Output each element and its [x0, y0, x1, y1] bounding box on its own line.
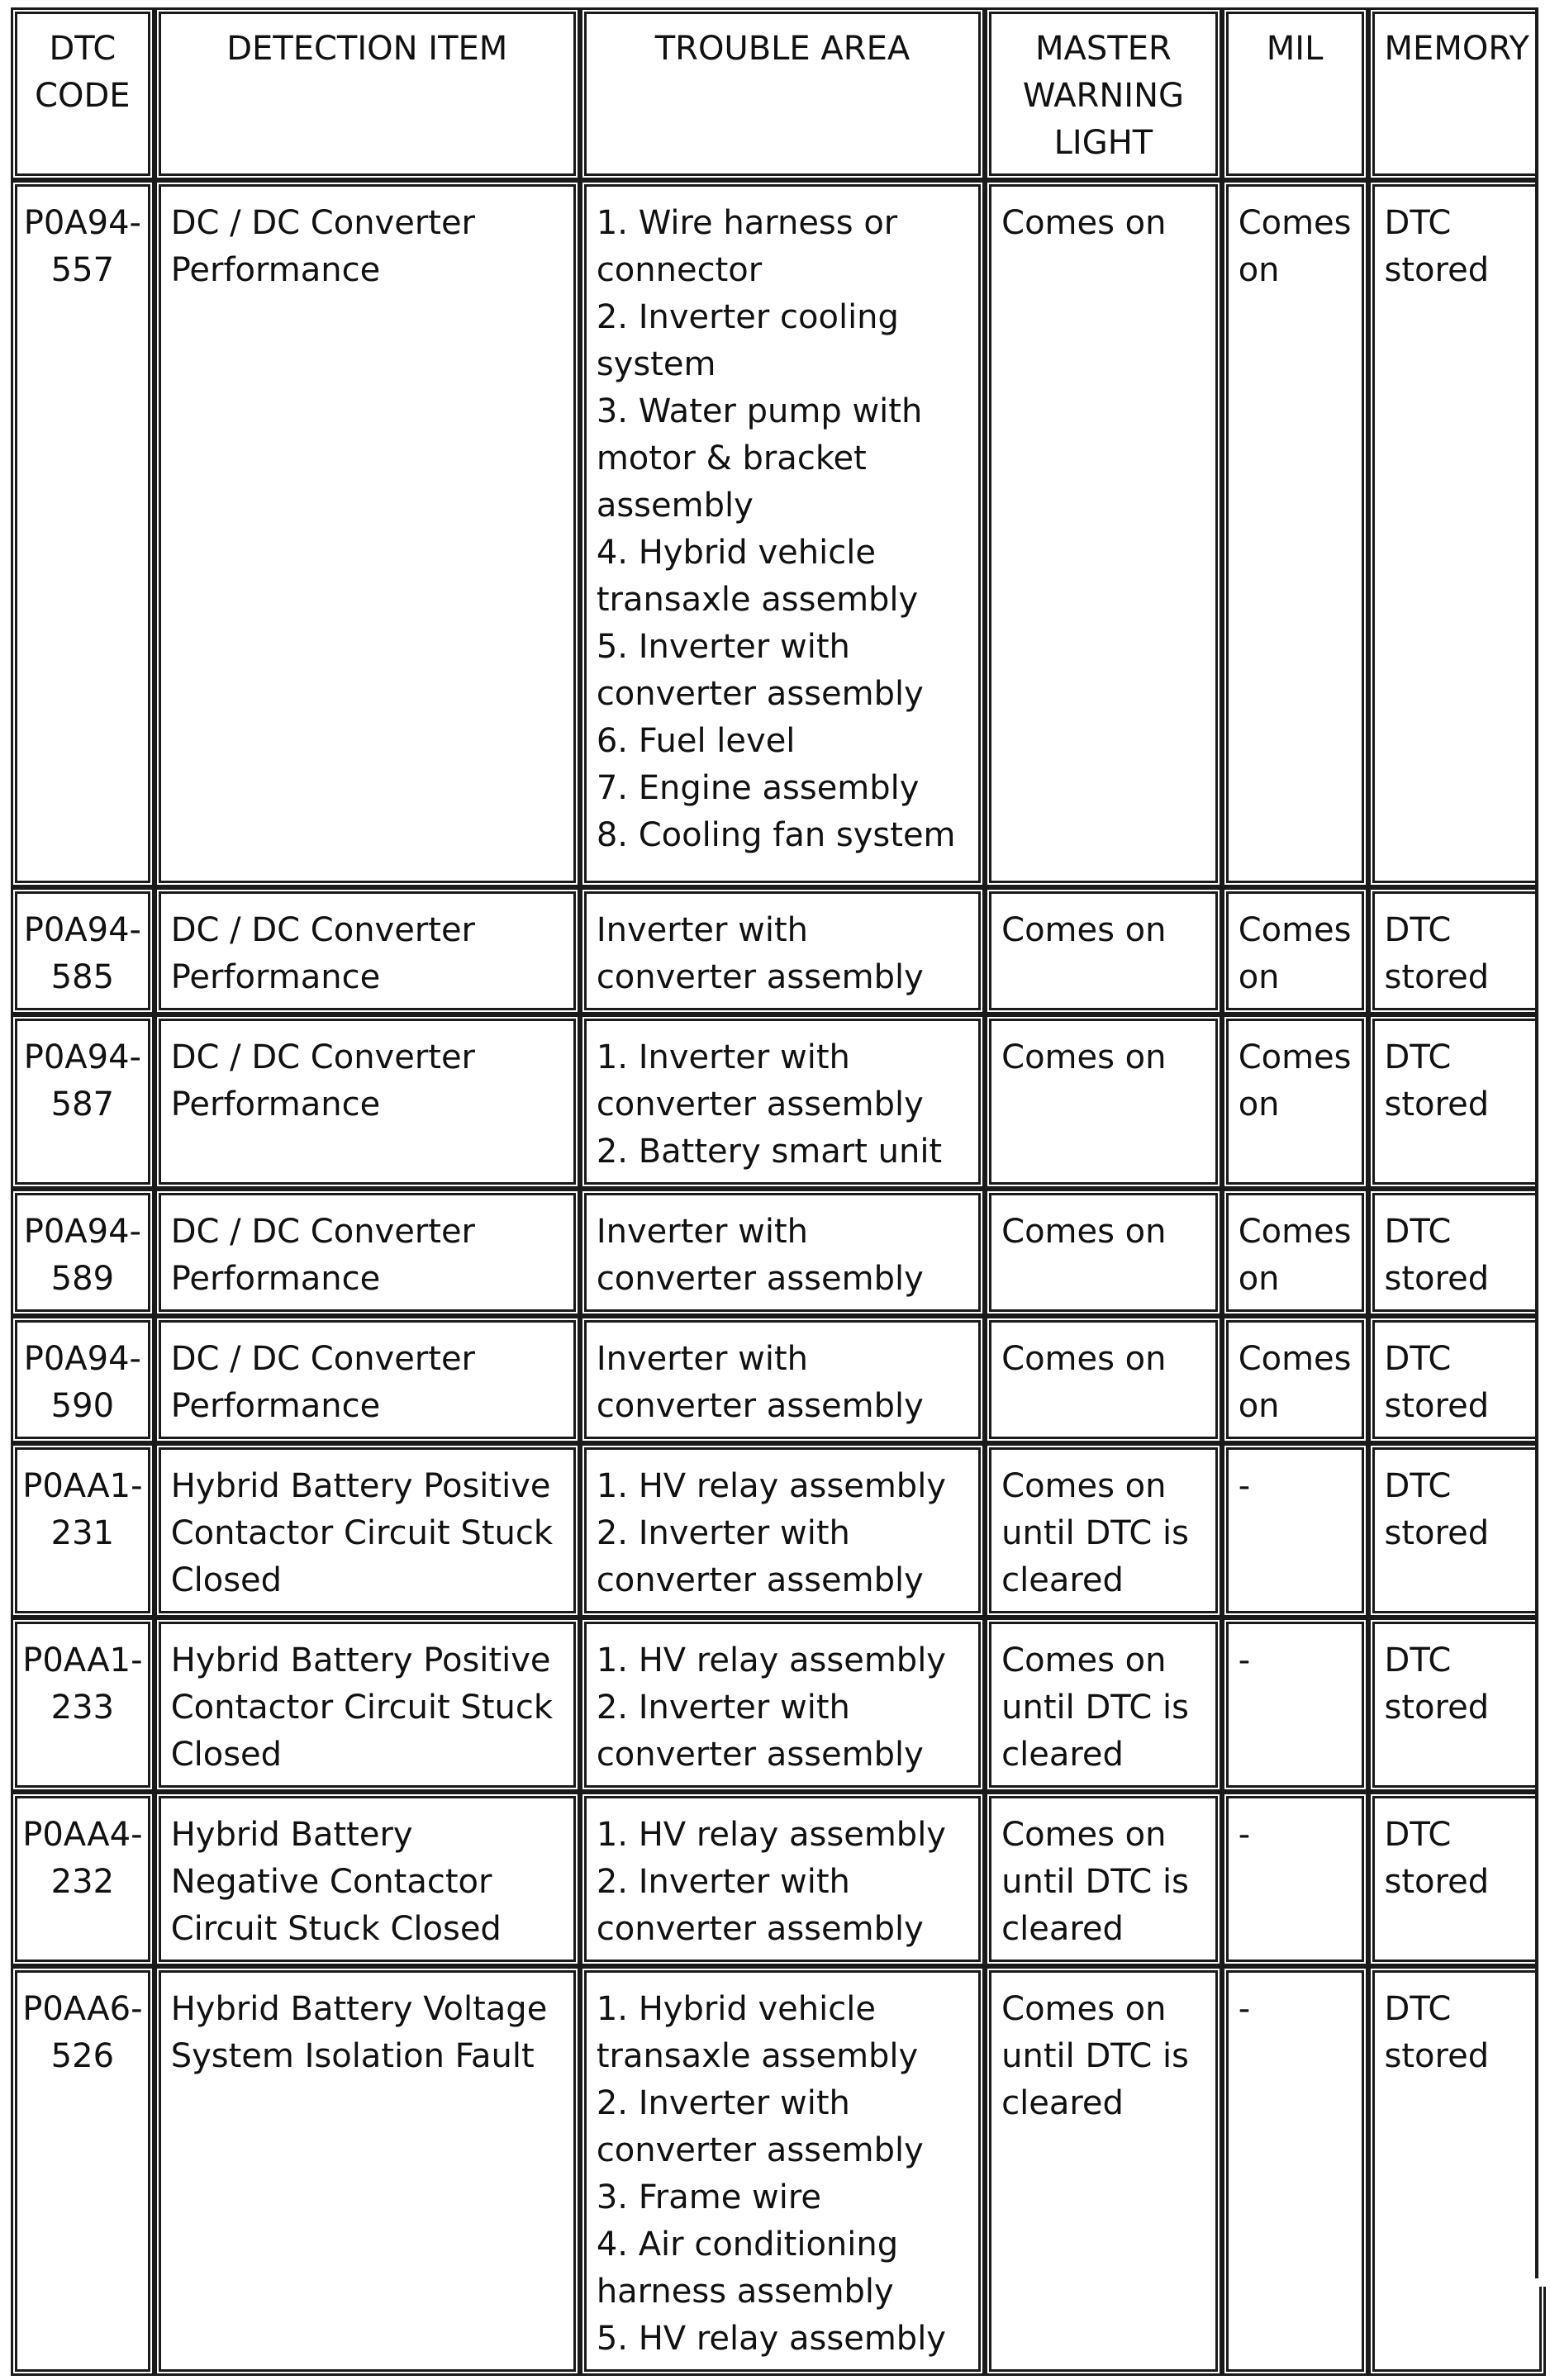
table-row	[15, 1447, 1542, 1613]
detection-item-cell: Hybrid Battery Positive Contactor Circuit Stuck Closed	[159, 1447, 576, 1613]
detection-item-cell: Hybrid Battery Positive Contactor Circuit Stuck Closed	[159, 1622, 576, 1788]
detection-item-cell: DC / DC Converter Performance	[159, 891, 576, 1010]
dtc-code-cell: P0AA1-231	[15, 1447, 150, 1613]
right-edge-clip	[1538, 0, 1550, 2287]
table-row	[15, 1970, 1542, 2372]
trouble-area-item: Inverter with converter assembly	[596, 1213, 924, 1298]
detection-item-cell: DC / DC Converter Performance	[159, 1193, 576, 1312]
trouble-area-item: 1. HV relay assembly	[596, 1467, 946, 1505]
table-row	[15, 1622, 1542, 1788]
memory-cell: DTC stored	[1372, 1796, 1542, 1962]
header-detection-item: DETECTION ITEM	[159, 12, 576, 176]
memory-cell: DTC stored	[1372, 1622, 1542, 1788]
memory-cell: DTC stored	[1372, 1970, 1542, 2372]
trouble-area-cell	[584, 1796, 981, 1962]
dtc-code-cell: P0A94-585	[15, 891, 150, 1010]
trouble-area-item: 5. Inverter with converter assembly	[596, 628, 924, 713]
memory-cell: DTC stored	[1372, 184, 1542, 883]
trouble-area-item: Inverter with converter assembly	[596, 911, 924, 996]
master-warning-light-cell: Comes on	[989, 1320, 1218, 1439]
trouble-area-item: 6. Fuel level	[596, 722, 796, 760]
trouble-area-item: 7. Engine assembly	[596, 769, 920, 807]
trouble-area-item: 1. Wire harness or connector	[596, 204, 898, 289]
trouble-area-item: 3. Water pump with motor & bracket assembly	[596, 392, 923, 525]
mil-cell: -	[1226, 1970, 1364, 2372]
trouble-area-item: 2. Battery smart unit	[596, 1133, 943, 1171]
trouble-area-item: 1. Inverter with converter assembly	[596, 1038, 924, 1123]
trouble-area-item: Inverter with converter assembly	[596, 1340, 924, 1425]
trouble-area-item: 3. Frame wire	[596, 2178, 822, 2216]
trouble-area-item: 1. HV relay assembly	[596, 1641, 946, 1679]
dtc-code-cell: P0A94-587	[15, 1019, 150, 1185]
header-trouble-area: TROUBLE AREA	[584, 12, 981, 176]
trouble-area-item: 1. HV relay assembly	[596, 1816, 946, 1854]
detection-item-cell: Hybrid Battery Negative Contactor Circuit Stuck Closed	[159, 1796, 576, 1962]
trouble-area-cell	[584, 184, 981, 883]
dtc-code-cell: P0A94-590	[15, 1320, 150, 1439]
dtc-code-cell: P0A94-557	[15, 184, 150, 883]
mil-cell: -	[1226, 1622, 1364, 1788]
table-body	[15, 184, 1542, 2372]
dtc-code-cell: P0AA4-232	[15, 1796, 150, 1962]
trouble-area-item: 2. Inverter cooling system	[596, 298, 899, 383]
trouble-area-item: 2. Inverter with converter assembly	[596, 2084, 924, 2169]
table-row	[15, 1193, 1542, 1312]
header-master-warning-light: MASTER WARNING LIGHT	[989, 12, 1218, 176]
trouble-area-item: 5. HV relay assembly	[596, 2320, 946, 2358]
master-warning-light-cell: Comes on until DTC is cleared	[989, 1970, 1218, 2372]
trouble-area-item: 2. Inverter with converter assembly	[596, 1863, 924, 1948]
memory-cell: DTC stored	[1372, 1320, 1542, 1439]
table-row	[15, 1019, 1542, 1185]
trouble-area-item: 4. Air conditioning harness assembly	[596, 2226, 899, 2311]
trouble-area-item: 2. Inverter with converter assembly	[596, 1514, 924, 1599]
mil-cell: Comes on	[1226, 1019, 1364, 1185]
table-row	[15, 184, 1542, 883]
trouble-area-cell	[584, 1622, 981, 1788]
right-edge-rule	[1535, 8, 1538, 2278]
mil-cell: Comes on	[1226, 891, 1364, 1010]
mil-cell: Comes on	[1226, 1320, 1364, 1439]
detection-item-cell: Hybrid Battery Voltage System Isolation Fault	[159, 1970, 576, 2372]
table-row	[15, 1320, 1542, 1439]
table-row	[15, 1796, 1542, 1962]
master-warning-light-cell: Comes on	[989, 1019, 1218, 1185]
header-dtc-code: DTC CODE	[15, 12, 150, 176]
dtc-code-cell: P0A94-589	[15, 1193, 150, 1312]
master-warning-light-cell: Comes on	[989, 184, 1218, 883]
trouble-area-cell	[584, 1447, 981, 1613]
master-warning-light-cell: Comes on until DTC is cleared	[989, 1447, 1218, 1613]
mil-cell: -	[1226, 1796, 1364, 1962]
trouble-area-cell	[584, 1970, 981, 2372]
memory-cell: DTC stored	[1372, 1019, 1542, 1185]
trouble-area-cell	[584, 1320, 981, 1439]
dtc-code-cell: P0AA6-526	[15, 1970, 150, 2372]
memory-cell: DTC stored	[1372, 1193, 1542, 1312]
master-warning-light-cell: Comes on until DTC is cleared	[989, 1796, 1218, 1962]
detection-item-cell: DC / DC Converter Performance	[159, 184, 576, 883]
trouble-area-item: 4. Hybrid vehicle transaxle assembly	[596, 534, 919, 619]
trouble-area-item: 1. Hybrid vehicle transaxle assembly	[596, 1990, 919, 2075]
header-row	[15, 12, 1542, 176]
mil-cell: Comes on	[1226, 184, 1364, 883]
mil-cell: -	[1226, 1447, 1364, 1613]
master-warning-light-cell: Comes on until DTC is cleared	[989, 1622, 1218, 1788]
dtc-code-cell: P0AA1-233	[15, 1622, 150, 1788]
trouble-area-cell	[584, 1193, 981, 1312]
detection-item-cell: DC / DC Converter Performance	[159, 1019, 576, 1185]
trouble-area-item: 8. Cooling fan system	[596, 816, 956, 854]
table-row	[15, 891, 1542, 1010]
master-warning-light-cell: Comes on	[989, 891, 1218, 1010]
master-warning-light-cell: Comes on	[989, 1193, 1218, 1312]
mil-cell: Comes on	[1226, 1193, 1364, 1312]
trouble-area-item: 2. Inverter with converter assembly	[596, 1689, 924, 1774]
detection-item-cell: DC / DC Converter Performance	[159, 1320, 576, 1439]
dtc-table	[7, 3, 1550, 2380]
header-memory: MEMORY	[1372, 12, 1542, 176]
memory-cell: DTC stored	[1372, 1447, 1542, 1613]
memory-cell: DTC stored	[1372, 891, 1542, 1010]
trouble-area-cell	[584, 891, 981, 1010]
header-mil: MIL	[1226, 12, 1364, 176]
trouble-area-cell	[584, 1019, 981, 1185]
